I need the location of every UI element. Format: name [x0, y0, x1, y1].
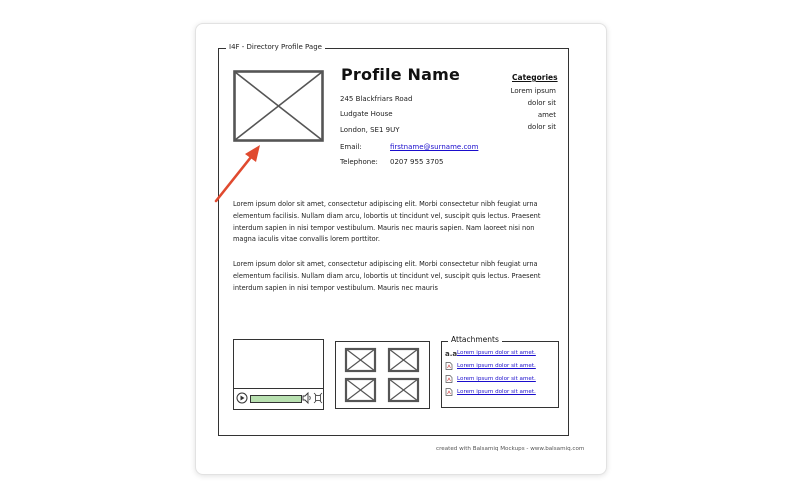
footer-credit: created with Balsamiq Mockups - www.balsamiq.com — [436, 446, 585, 452]
description-paragraph-1: Lorem ipsum dolor sit amet, consectetur adipiscing elit. Morbi consectetur nibh feugiat urna elementum facilisis. Nullam diam arcu, lobortis ut tincidunt vel, suscipit quis lectus. Praesent interdum sapien in nisi tempor vestibulum. Mauris nec mauris sapien. Nam laoreet nisi non magna iaculis vitae convallis lorem porttitor. — [233, 200, 541, 244]
video-progress-bar[interactable] — [250, 395, 302, 403]
address-line-3: London, SE1 9UY — [340, 126, 400, 134]
profile-image-placeholder — [233, 70, 324, 142]
attachment-link[interactable]: Lorem ipsum dolor sit amet. — [457, 376, 536, 382]
fullscreen-icon[interactable] — [313, 392, 323, 404]
video-player[interactable] — [233, 339, 324, 410]
gallery-thumbnails — [336, 342, 429, 408]
description-paragraph-2: Lorem ipsum dolor sit amet, consectetur adipiscing elit. Morbi consectetur nibh feugiat urna elementum facilisis. Nullam diam arcu, lobortis ut tincidunt vel, suscipit quis lectus. Praesent interdum sapien in nisi tempor vestibulum. Mauris nec mauris — [233, 260, 541, 292]
email-label: Email: — [340, 143, 362, 151]
profile-name: Profile Name — [341, 65, 461, 84]
frame-title: I4F - Directory Profile Page — [226, 42, 325, 52]
category-item[interactable]: dolor sit — [527, 99, 556, 107]
pdf-file-icon — [445, 362, 453, 370]
category-item[interactable]: dolor sit — [527, 123, 556, 131]
svg-text:a.a: a.a — [445, 350, 458, 358]
archive-file-icon — [445, 349, 458, 358]
attachment-link[interactable]: Lorem ipsum dolor sit amet. — [457, 363, 536, 369]
address-line-2: Ludgate House — [340, 110, 393, 118]
pdf-file-icon — [445, 375, 453, 383]
attachment-link[interactable]: Lorem ipsum dolor sit amet. — [457, 389, 536, 395]
volume-icon[interactable] — [302, 392, 312, 404]
categories-title: Categories — [512, 73, 558, 82]
category-item[interactable]: amet — [537, 111, 556, 119]
address-line-1: 245 Blackfriars Road — [340, 95, 413, 103]
image-gallery — [335, 341, 430, 409]
attachments-title: Attachments — [448, 335, 502, 344]
telephone-value: 0207 955 3705 — [390, 158, 444, 166]
video-controls — [234, 388, 323, 409]
pdf-file-icon — [445, 388, 453, 396]
play-icon[interactable] — [236, 392, 248, 404]
email-link[interactable]: firstname@surname.com — [390, 143, 479, 151]
category-item[interactable]: Lorem ipsum — [510, 87, 556, 95]
annotation-arrow-icon — [213, 142, 263, 204]
telephone-label: Telephone: — [340, 158, 378, 166]
attachment-link[interactable]: Lorem ipsum dolor sit amet. — [457, 350, 536, 356]
